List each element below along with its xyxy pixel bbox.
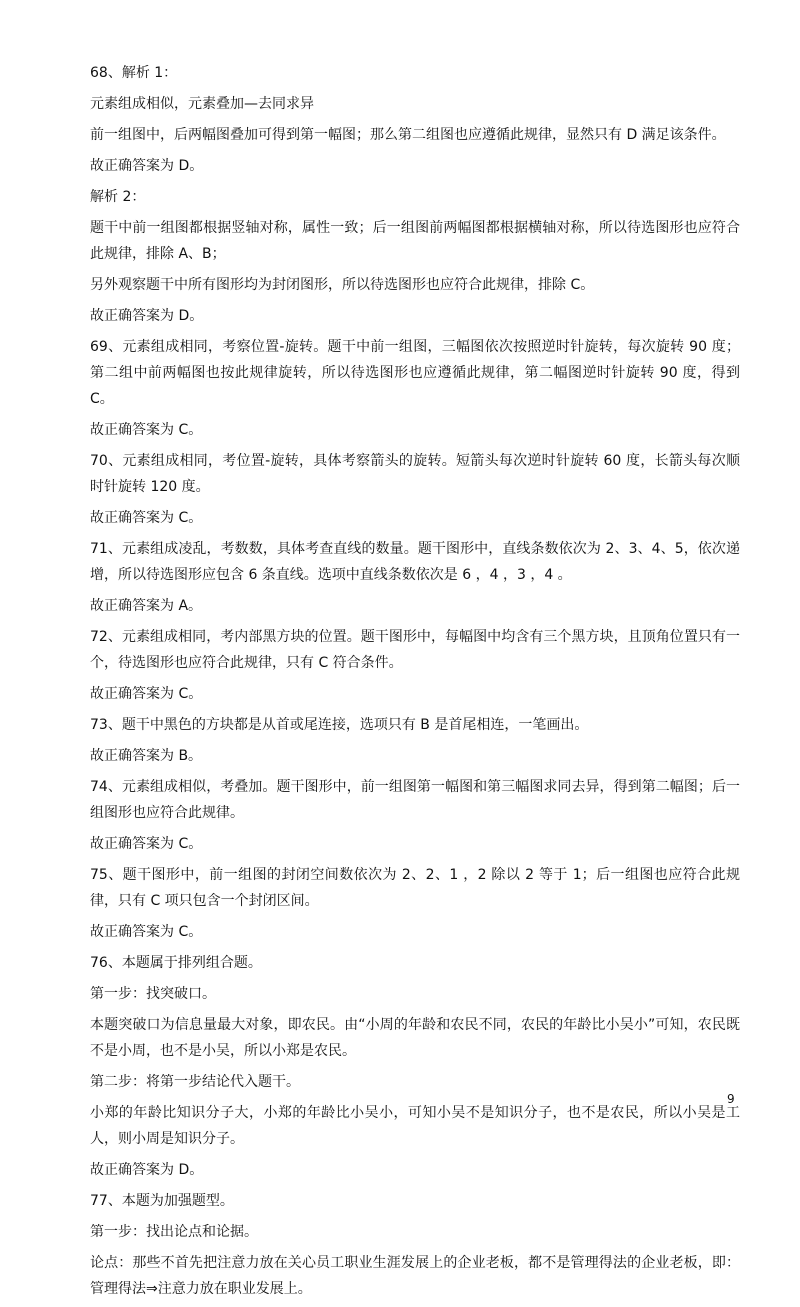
paragraph: 题干中前一组图都根据竖轴对称，属性一致；后一组图前两幅图都根据横轴对称，所以待选图形也应符合此规律，排除 A、B； bbox=[90, 220, 740, 262]
paragraph: 73、题干中黑色的方块都是从首或尾连接，选项只有 B 是首尾相连，一笔画出。 bbox=[90, 717, 589, 733]
paragraph: 故正确答案为 D。 bbox=[90, 1162, 204, 1178]
page-number: 9 bbox=[727, 1092, 735, 1106]
paragraph: 故正确答案为 C。 bbox=[90, 510, 203, 526]
paragraph: 故正确答案为 D。 bbox=[90, 308, 204, 324]
paragraph: 故正确答案为 A。 bbox=[90, 598, 203, 614]
document-body bbox=[90, 60, 745, 1307]
paragraph: 68、解析 1： bbox=[90, 65, 178, 81]
paragraph: 小郑的年龄比知识分子大，小郑的年龄比小吴小，可知小吴不是知识分子，也不是农民，所以小吴是工人，则小周是知识分子。 bbox=[90, 1105, 740, 1147]
paragraph: 故正确答案为 D。 bbox=[90, 158, 204, 174]
paragraph: 75、题干图形中，前一组图的封闭空间数依次为 2、2、1 ，2 除以 2 等于 1；后一组图也应符合此规律，只有 C 项只包含一个封闭区间。 bbox=[90, 867, 740, 909]
paragraph: 74、元素组成相似，考叠加。题干图形中，前一组图第一幅图和第三幅图求同去异，得到第二幅图；后一组图形也应符合此规律。 bbox=[90, 779, 740, 821]
paragraph: 解析 2： bbox=[90, 189, 146, 205]
paragraph: 72、元素组成相同，考内部黑方块的位置。题干图形中，每幅图中均含有三个黑方块，且顶角位置只有一个，待选图形也应符合此规律，只有 C 符合条件。 bbox=[90, 629, 740, 671]
paragraph: 69、元素组成相同，考察位置-旋转。题干中前一组图，三幅图依次按照逆时针旋转，每次旋转 90 度；第二组中前两幅图也按此规律旋转，所以待选图形也应遵循此规律，第二幅图逆时针旋转 90 度，得到 C。 bbox=[90, 339, 745, 407]
paragraph: 元素组成相似，元素叠加—去同求异 bbox=[90, 96, 314, 112]
paragraph: 第一步：找突破口。 bbox=[90, 986, 216, 1002]
paragraph: 第二步：将第一步结论代入题干。 bbox=[90, 1074, 300, 1090]
paragraph: 故正确答案为 C。 bbox=[90, 422, 203, 438]
paragraph: 本题突破口为信息量最大对象，即农民。由“小周的年龄和农民不同，农民的年龄比小吴小”可知，农民既不是小周，也不是小吴，所以小郑是农民。 bbox=[90, 1017, 740, 1059]
paragraph: 76、本题属于排列组合题。 bbox=[90, 955, 262, 971]
paragraph: 另外观察题干中所有图形均为封闭图形，所以待选图形也应符合此规律，排除 C。 bbox=[90, 277, 595, 293]
paragraph: 故正确答案为 C。 bbox=[90, 836, 203, 852]
paragraph: 故正确答案为 B。 bbox=[90, 748, 203, 764]
paragraph: 论点：那些不首先把注意力放在关心员工职业生涯发展上的企业老板，都不是管理得法的企业老板，即：管理得法⇒注意力放在职业发展上。 bbox=[90, 1255, 740, 1297]
paragraph: 故正确答案为 C。 bbox=[90, 686, 203, 702]
paragraph: 第一步：找出论点和论据。 bbox=[90, 1224, 258, 1240]
paragraph: 前一组图中，后两幅图叠加可得到第一幅图；那么第二组图也应遵循此规律，显然只有 D 满足该条件。 bbox=[90, 127, 726, 143]
paragraph: 77、本题为加强题型。 bbox=[90, 1193, 234, 1209]
paragraph: 故正确答案为 C。 bbox=[90, 924, 203, 940]
paragraph: 70、元素组成相同，考位置-旋转，具体考察箭头的旋转。短箭头每次逆时针旋转 60 度，长箭头每次顺时针旋转 120 度。 bbox=[90, 453, 740, 495]
paragraph: 71、元素组成凌乱，考数数，具体考查直线的数量。题干图形中，直线条数依次为 2、3、4、5，依次递增，所以待选图形应包含 6 条直线。选项中直线条数依次是 6 ，4 ，3 ，4 。 bbox=[90, 541, 740, 583]
